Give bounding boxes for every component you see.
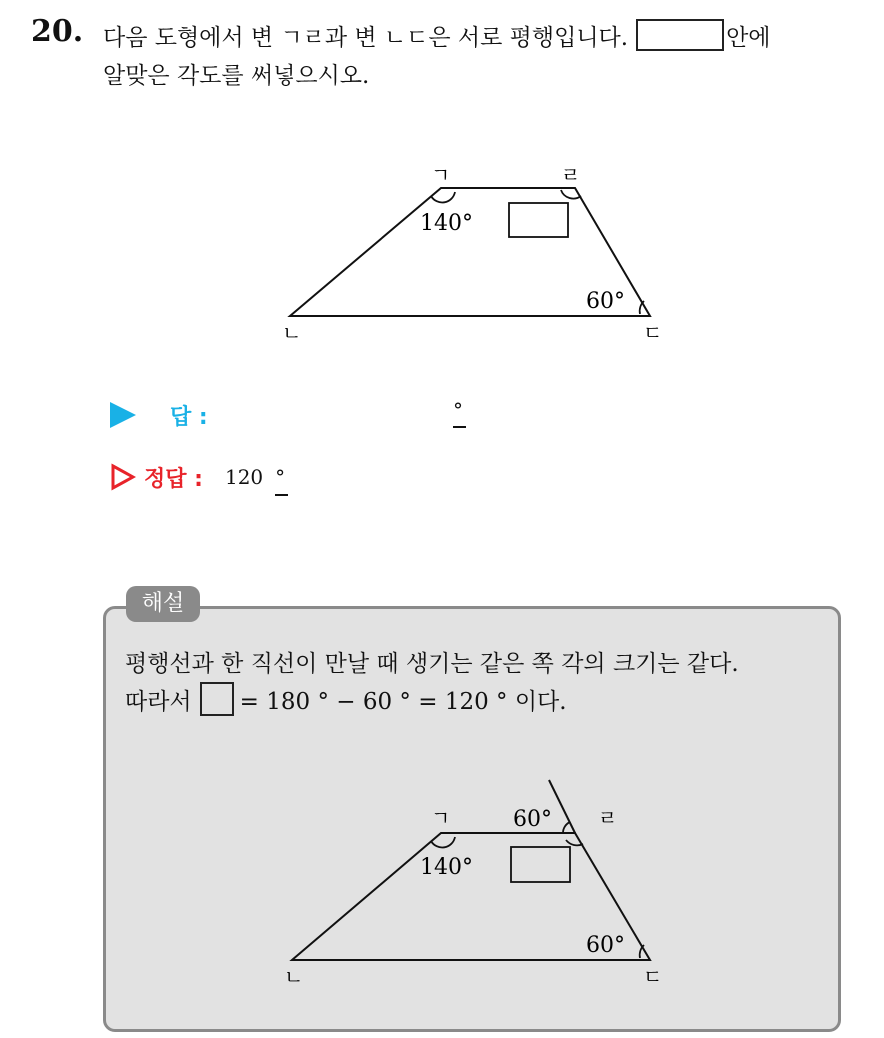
vertex-label-c-bottom: ㄷ <box>643 965 663 989</box>
vertex-label-b: ㄴ <box>282 321 302 345</box>
explanation-line2-prefix: 따라서 <box>125 688 192 715</box>
vertex-label-c: ㄷ <box>643 321 663 345</box>
vertex-label-a-bottom: ㄱ <box>431 806 451 830</box>
outline-triangle-icon <box>110 463 136 491</box>
explanation-blank-box <box>200 682 234 716</box>
question-number: 20. <box>31 14 84 49</box>
angle-label-60-top: 60° <box>513 807 552 832</box>
trapezoid-figure-bottom <box>0 760 884 1000</box>
play-triangle-icon <box>110 402 136 428</box>
answer-row <box>110 398 208 432</box>
vertex-label-d-bottom: ㄹ <box>598 806 618 830</box>
explanation-line2-equation: = 180 ° − 60 ° = 120 ° 이다. <box>239 688 567 715</box>
angle-label-60-bottom: 60° <box>586 933 625 958</box>
correct-answer-label: 정답 : <box>144 466 203 492</box>
question-text-part1: 다음 도형에서 변 ㄱㄹ과 변 ㄴㄷ은 서로 평행입니다. <box>103 25 629 51</box>
angle-blank-box-bottom <box>511 847 570 882</box>
correct-answer-degree: ° <box>275 465 286 489</box>
explanation-line2 <box>125 682 567 716</box>
vertex-label-b-bottom: ㄴ <box>284 965 304 989</box>
explanation-tag: 해설 <box>126 586 200 622</box>
explanation-line1: 평행선과 한 직선이 만날 때 생기는 같은 쪽 각의 크기는 같다. <box>125 651 739 677</box>
angle-blank-box <box>509 203 568 237</box>
angle-label-60: 60° <box>586 289 625 314</box>
answer-degree-unit: ° <box>453 398 463 422</box>
correct-answer-row <box>110 460 285 494</box>
vertex-label-a: ㄱ <box>431 163 451 187</box>
angle-label-140-bottom: 140° <box>420 855 473 880</box>
correct-answer-value: 120 <box>224 465 264 489</box>
question-text-part2: 안에 <box>726 25 771 51</box>
vertex-label-d: ㄹ <box>561 163 581 187</box>
trapezoid-figure-top <box>0 0 884 380</box>
answer-label: 답 : <box>170 404 208 430</box>
answer-input-underline[interactable] <box>453 426 466 428</box>
angle-label-140: 140° <box>420 211 473 236</box>
question-text-line2: 알맞은 각도를 써넣으시오. <box>103 63 370 89</box>
